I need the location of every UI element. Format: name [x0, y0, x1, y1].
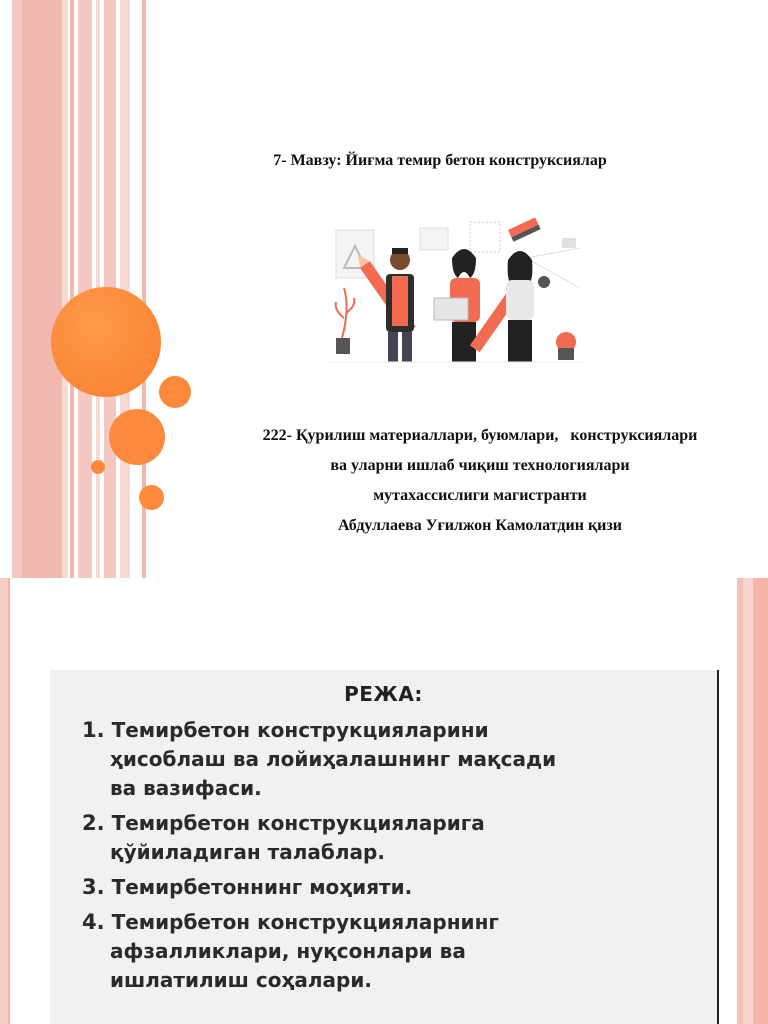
plan-heading: РЕЖА:: [344, 682, 423, 706]
item-text: ҳисоблаш ва лойиҳалашнинг мақсади: [110, 747, 557, 771]
item-text: Темирбетоннинг моҳияти.: [111, 875, 413, 899]
decor-circle: [109, 409, 165, 465]
decor-stripe: [22, 0, 62, 578]
info-line: ва уларни ишлаб чиқиш технологиялари: [330, 457, 630, 474]
list-item: [82, 716, 702, 803]
decor-stripe: [743, 578, 753, 1024]
info-line: 222- Қурилиш материаллари, буюмлари, конструксиялари: [262, 427, 698, 444]
decor-stripe: [0, 578, 8, 1024]
list-item: [82, 908, 702, 995]
decor-circle: [159, 376, 191, 408]
list-item: [82, 809, 702, 867]
item-text: ишлатилиш соҳалари.: [110, 968, 372, 992]
decor-stripe: [70, 0, 74, 578]
info-line: мутахассислиги магистранти: [373, 487, 587, 504]
slide-title: 7- Мавзу: Йиғма темир бетон конструксиялар: [273, 152, 607, 169]
item-number: 2.: [82, 811, 105, 835]
decor-circle: [139, 485, 164, 510]
item-text: Темирбетон конструкцияларини: [111, 718, 489, 742]
item-number: 3.: [82, 875, 105, 899]
plan-slide: [0, 578, 768, 1024]
divider-line: [717, 670, 719, 1024]
plan-list: [82, 716, 702, 1001]
decor-stripe: [753, 578, 768, 1024]
plan-content: [50, 670, 717, 1024]
decor-stripe: [62, 0, 68, 578]
item-number: 1.: [82, 718, 105, 742]
item-text: ва вазифаси.: [110, 776, 262, 800]
info-line: Абдуллаева Уғилжон Камолатдин қизи: [337, 517, 623, 534]
item-text: Темирбетон конструкцияларнинг: [111, 910, 499, 934]
item-text: Темирбетон конструкцияларига: [111, 811, 485, 835]
list-item: [82, 873, 702, 902]
item-text: афзалликлари, нуқсонлари ва: [110, 939, 466, 963]
decor-stripe: [12, 0, 22, 578]
item-number: 4.: [82, 910, 105, 934]
decor-stripe: [8, 578, 10, 1024]
decor-circle-large: [51, 287, 161, 397]
author-info: [180, 421, 768, 541]
decor-circle: [91, 460, 105, 474]
team-illustration: [330, 218, 586, 366]
item-text: қўйиладиган талаблар.: [110, 840, 385, 864]
